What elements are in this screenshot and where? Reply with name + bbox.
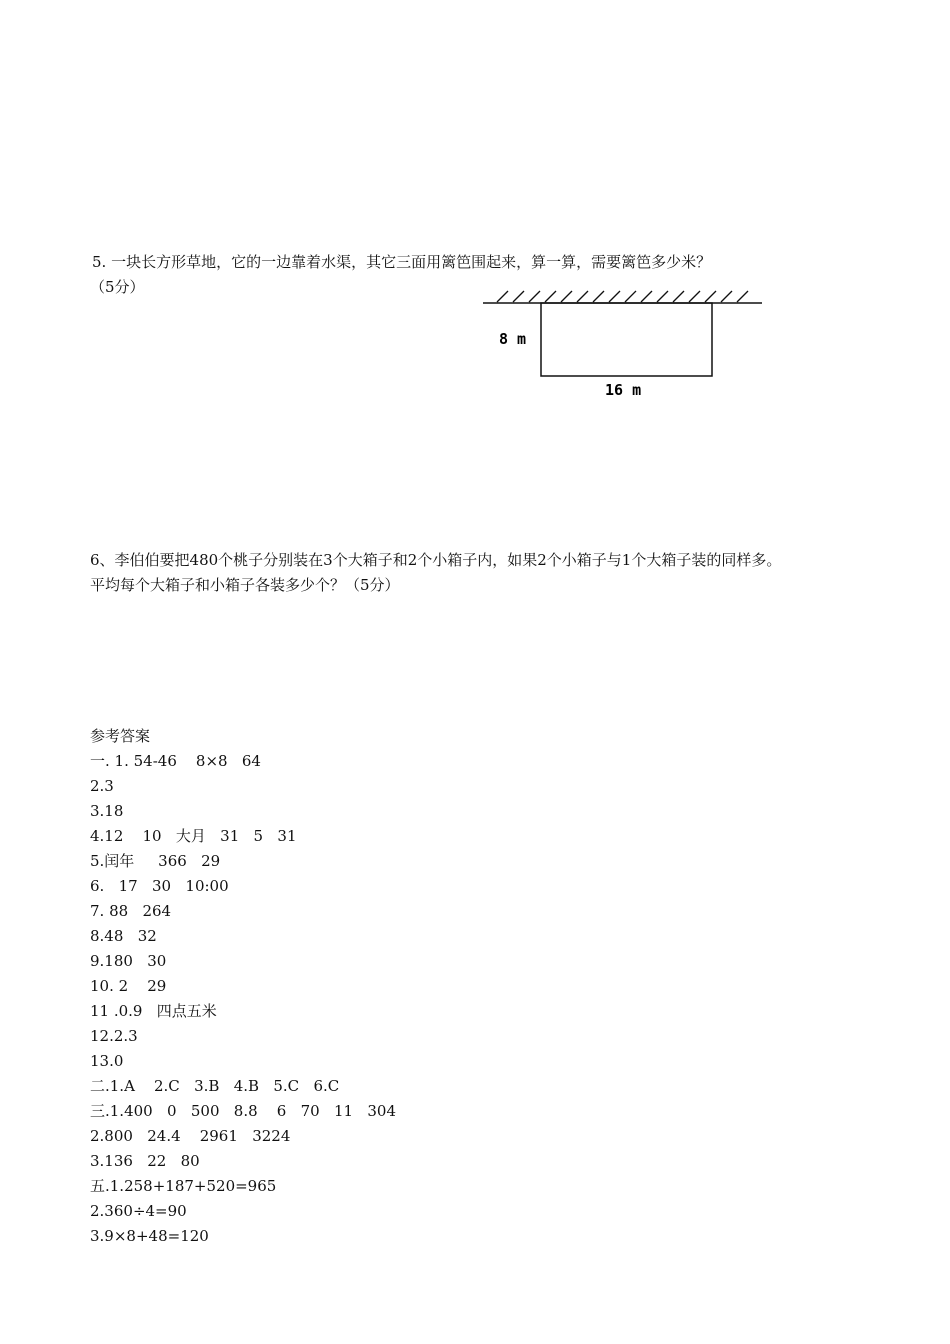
answer-line: 一. 1. 54-46 8×8 64 — [90, 752, 261, 770]
field-rectangle — [541, 303, 712, 376]
width-label: 16 m — [605, 381, 642, 399]
question-5-figure — [0, 0, 950, 420]
answer-line: 10. 2 29 — [90, 977, 167, 995]
answer-line: 2.360÷4=90 — [90, 1202, 187, 1220]
question-6-line-1: 6、李伯伯要把480个桃子分别装在3个大箱子和2个小箱子内，如果2个小箱子与1个大箱子装的同样多。 — [90, 551, 782, 569]
answer-line: 3.136 22 80 — [90, 1152, 200, 1170]
answer-key — [90, 724, 396, 1249]
answer-line: 6. 17 30 10:00 — [90, 877, 229, 895]
answer-line: 12.2.3 — [90, 1027, 138, 1045]
answer-line: 9.180 30 — [90, 952, 167, 970]
answer-line: 4.12 10 大月 31 5 31 — [90, 827, 297, 845]
answer-key-title: 参考答案 — [90, 727, 151, 745]
answer-line: 11 .0.9 四点五米 — [90, 1002, 217, 1020]
question-6-line-2: 平均每个大箱子和小箱子各装多少个？（5分） — [90, 576, 400, 594]
answer-line: 2.3 — [90, 777, 114, 795]
answer-line: 7. 88 264 — [90, 902, 172, 920]
answer-line: 5.闰年 366 29 — [90, 852, 221, 870]
answer-line: 3.9×8+48=120 — [90, 1227, 209, 1245]
answer-line: 8.48 32 — [90, 927, 157, 945]
question-5-text: 5. 一块长方形草地，它的一边靠着水渠，其它三面用篱笆围起来，算一算，需要篱笆多少米？ — [92, 253, 712, 271]
question-5-points: （5分） — [90, 278, 145, 296]
answer-line: 二.1.A 2.C 3.B 4.B 5.C 6.C — [90, 1077, 340, 1095]
height-label: 8 m — [499, 330, 527, 348]
answer-line: 三.1.400 0 500 8.8 6 70 11 304 — [90, 1102, 396, 1120]
answer-line: 五.1.258+187+520=965 — [90, 1177, 277, 1195]
channel-hatching — [497, 291, 748, 302]
answer-line: 2.800 24.4 2961 3224 — [90, 1127, 291, 1145]
answer-line: 3.18 — [90, 802, 124, 820]
answer-line: 13.0 — [90, 1052, 124, 1070]
